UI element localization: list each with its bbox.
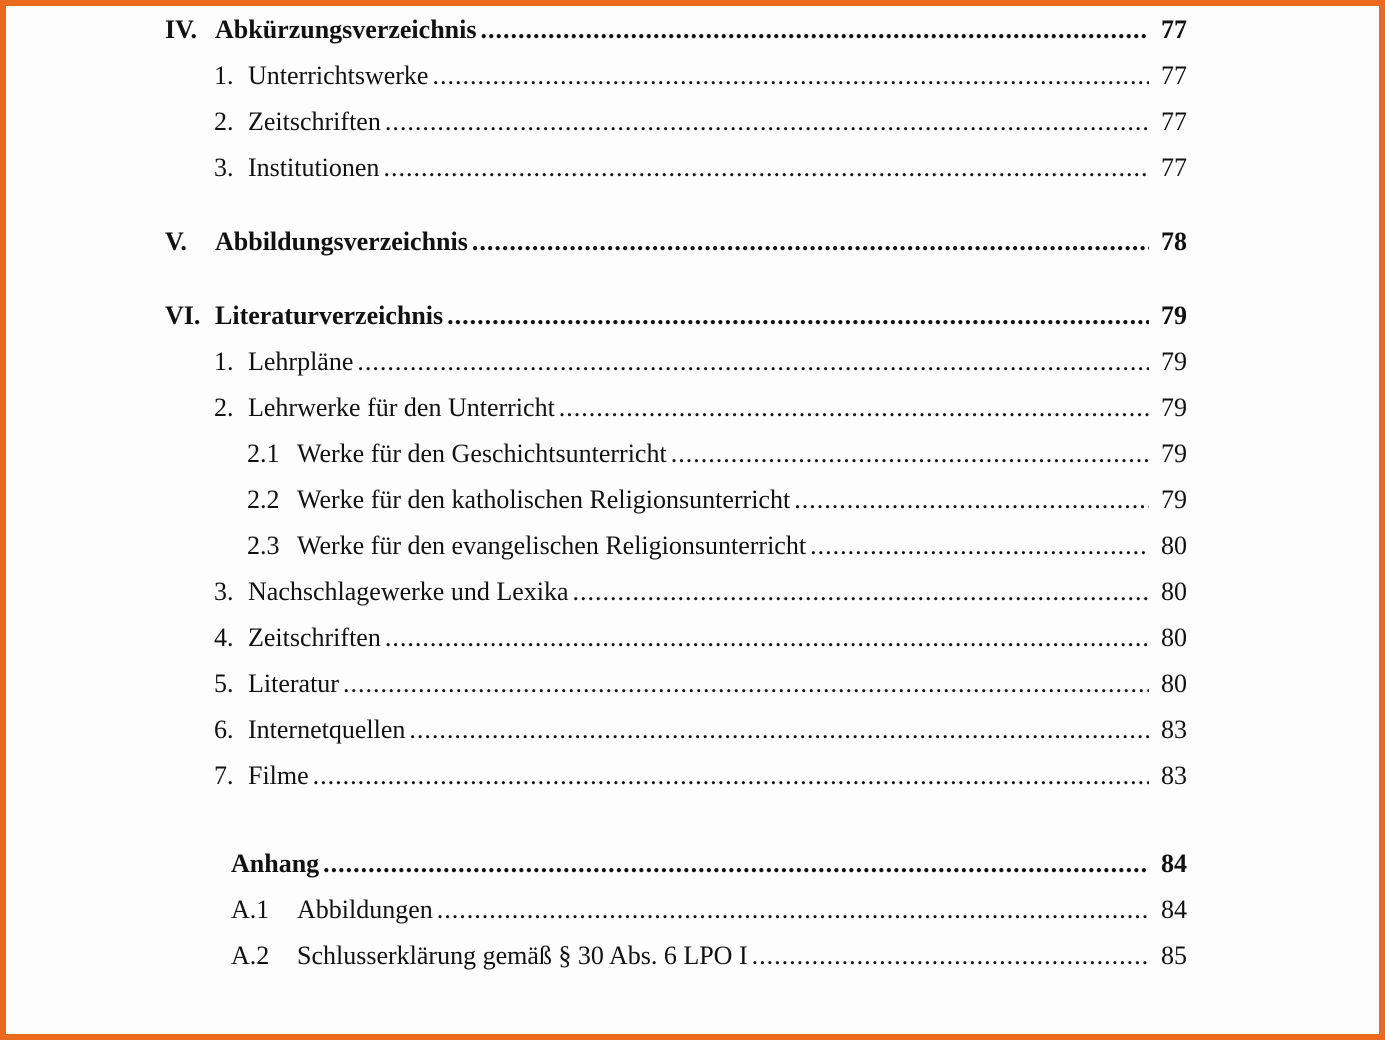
- toc-leader-dots: [752, 940, 1149, 972]
- toc-entry-vi-2-2[interactable]: [247, 484, 1187, 516]
- toc-number: V.: [165, 227, 187, 256]
- toc-number: 2.1: [247, 439, 280, 468]
- toc-entry-vi-2-3[interactable]: [247, 530, 1187, 562]
- toc-leader-dots: [357, 346, 1149, 378]
- toc-page-number: 84: [1161, 895, 1187, 924]
- toc-number: 6.: [214, 715, 234, 744]
- toc-entry-vi-1[interactable]: [214, 346, 1187, 378]
- toc-page-number: 85: [1161, 941, 1187, 970]
- toc-leader-dots: [409, 714, 1149, 746]
- toc-title: Zeitschriften: [248, 623, 381, 652]
- toc-leader-dots: [480, 14, 1149, 46]
- toc-page-number: 79: [1161, 439, 1187, 468]
- toc-entry-vi-3[interactable]: [214, 576, 1187, 608]
- toc-title: Lehrwerke für den Unterricht: [248, 393, 555, 422]
- toc-page-number: 80: [1161, 623, 1187, 652]
- toc-leader-dots: [313, 760, 1149, 792]
- toc-leader-dots: [343, 668, 1149, 700]
- toc-leader-dots: [432, 60, 1149, 92]
- toc-title: Filme: [248, 761, 309, 790]
- toc-page-number: 83: [1161, 715, 1187, 744]
- toc-page-number: 80: [1161, 669, 1187, 698]
- toc-leader-dots: [559, 392, 1149, 424]
- toc-page-number: 80: [1161, 577, 1187, 606]
- toc-number: 1.: [214, 61, 234, 90]
- toc-page-number: 80: [1161, 531, 1187, 560]
- toc-leader-dots: [385, 106, 1149, 138]
- toc-number: 2.3: [247, 531, 280, 560]
- toc-number: 2.: [214, 107, 234, 136]
- toc-number: 3.: [214, 577, 234, 606]
- toc-number: 3.: [214, 153, 234, 182]
- toc-page-number: 77: [1161, 153, 1187, 182]
- toc-leader-dots: [573, 576, 1149, 608]
- toc-title: Literaturverzeichnis: [215, 301, 444, 330]
- toc-entry-iv-3[interactable]: [214, 152, 1187, 184]
- toc-number: 2.: [214, 393, 234, 422]
- toc-title: Anhang: [231, 849, 320, 878]
- toc-title: Nachschlagewerke und Lexika: [248, 577, 569, 606]
- toc-entry-v[interactable]: [165, 226, 1187, 258]
- toc-entry-iv-1[interactable]: [214, 60, 1187, 92]
- toc-title: Literatur: [248, 669, 339, 698]
- toc-title: Zeitschriften: [248, 107, 381, 136]
- toc-title: Institutionen: [248, 153, 380, 182]
- toc-page-number: 79: [1161, 347, 1187, 376]
- toc-number: 2.2: [247, 485, 280, 514]
- toc-number: A.2: [231, 941, 270, 970]
- toc-leader-dots: [671, 438, 1149, 470]
- toc-title: Werke für den evangelischen Religionsunterricht: [297, 531, 807, 560]
- toc-title: Abbildungsverzeichnis: [215, 227, 468, 256]
- toc-entry-a1[interactable]: [231, 894, 1187, 926]
- toc-page-number: 79: [1161, 485, 1187, 514]
- toc-page-number: 77: [1161, 107, 1187, 136]
- toc-entry-vi-4[interactable]: [214, 622, 1187, 654]
- toc-leader-dots: [447, 300, 1149, 332]
- toc-title: Schlusserklärung gemäß § 30 Abs. 6 LPO I: [297, 941, 748, 970]
- toc-title: Unterrichtswerke: [248, 61, 429, 90]
- toc-page-number: 83: [1161, 761, 1187, 790]
- toc-number: 7.: [214, 761, 234, 790]
- toc-number: 4.: [214, 623, 234, 652]
- toc-title: Werke für den Geschichtsunterricht: [297, 439, 667, 468]
- toc-leader-dots: [437, 894, 1149, 926]
- toc-number: IV.: [165, 15, 198, 44]
- toc-number: 5.: [214, 669, 234, 698]
- toc-page-number: 79: [1161, 393, 1187, 422]
- toc-title: Werke für den katholischen Religionsunterricht: [297, 485, 791, 514]
- toc-entry-iv[interactable]: [165, 14, 1187, 46]
- toc-entry-vi[interactable]: [165, 300, 1187, 332]
- toc-title: Abkürzungsverzeichnis: [215, 15, 477, 44]
- toc-entry-vi-2-1[interactable]: [247, 438, 1187, 470]
- toc-title: Internetquellen: [248, 715, 406, 744]
- toc-entry-vi-5[interactable]: [214, 668, 1187, 700]
- toc-entry-vi-2[interactable]: [214, 392, 1187, 424]
- toc-leader-dots: [323, 848, 1149, 880]
- toc-leader-dots: [810, 530, 1149, 562]
- toc-title: Lehrpläne: [248, 347, 354, 376]
- toc-entry-anhang[interactable]: [231, 848, 1187, 880]
- toc-entry-vi-6[interactable]: [214, 714, 1187, 746]
- toc-leader-dots: [472, 226, 1149, 258]
- toc-page-number: 78: [1161, 227, 1187, 256]
- toc-number: A.1: [231, 895, 270, 924]
- toc-entry-vi-7[interactable]: [214, 760, 1187, 792]
- toc-leader-dots: [794, 484, 1149, 516]
- toc-number: 1.: [214, 347, 234, 376]
- toc-leader-dots: [385, 622, 1149, 654]
- toc-entry-iv-2[interactable]: [214, 106, 1187, 138]
- toc-entry-a2[interactable]: [231, 940, 1187, 972]
- toc-page-number: 79: [1161, 301, 1187, 330]
- toc-page-number: 77: [1161, 61, 1187, 90]
- toc-page-number: 84: [1161, 849, 1187, 878]
- toc-title: Abbildungen: [297, 895, 433, 924]
- toc-page-number: 77: [1161, 15, 1187, 44]
- toc-number: VI.: [165, 301, 201, 330]
- toc-leader-dots: [383, 152, 1149, 184]
